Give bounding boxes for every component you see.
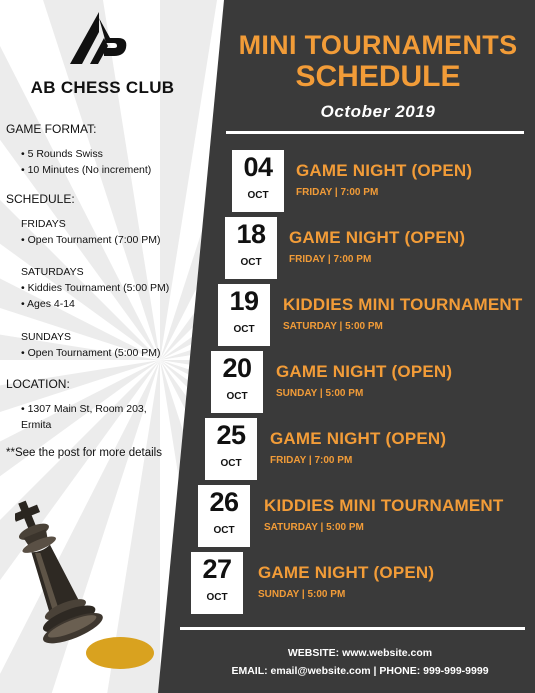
club-name: AB CHESS CLUB — [30, 78, 175, 97]
event-title: GAME NIGHT (OPEN) — [296, 161, 473, 180]
club-logo-icon — [68, 10, 130, 66]
event-title: GAME NIGHT (OPEN) — [276, 362, 453, 381]
event-day: 20 — [222, 353, 252, 383]
event-title: GAME NIGHT (OPEN) — [258, 563, 435, 582]
event-title: GAME NIGHT (OPEN) — [289, 228, 466, 247]
schedule-month: October 2019 — [320, 102, 436, 121]
event-time: SATURDAY | 5:00 PM — [283, 321, 383, 332]
footer-divider — [180, 627, 525, 630]
sundays-label: SUNDAYS — [21, 331, 71, 343]
footer-contact: EMAIL: email@website.com | PHONE: 999-999-9999 — [231, 665, 489, 677]
event-time: SATURDAY | 5:00 PM — [264, 522, 364, 533]
location-line: Ermita — [21, 419, 52, 431]
event-time: SUNDAY | 5:00 PM — [258, 589, 346, 600]
event-day: 19 — [229, 286, 259, 316]
event-date-box — [218, 284, 270, 346]
footer-website: WEBSITE: www.website.com — [287, 647, 433, 659]
event-month: OCT — [220, 458, 242, 469]
event-date-box — [232, 150, 284, 212]
game-format-heading: GAME FORMAT: — [6, 122, 97, 136]
event-time: SUNDAY | 5:00 PM — [276, 388, 364, 399]
event-day: 25 — [216, 420, 246, 450]
sundays-item: • Open Tournament (5:00 PM) — [21, 347, 161, 359]
header-divider — [226, 131, 524, 134]
event-time: FRIDAY | 7:00 PM — [289, 254, 372, 265]
event-day: 18 — [236, 219, 266, 249]
event-title: GAME NIGHT (OPEN) — [270, 429, 447, 448]
event-month: OCT — [226, 391, 248, 402]
game-format-item: • 10 Minutes (No increment) — [21, 164, 152, 176]
saturdays-label: SATURDAYS — [21, 266, 84, 278]
event-title: KIDDIES MINI TOURNAMENT — [283, 295, 523, 314]
saturdays-item: • Kiddies Tournament (5:00 PM) — [21, 282, 170, 294]
location-heading: LOCATION: — [6, 377, 70, 391]
event-day: 04 — [243, 152, 273, 182]
game-format-item: • 5 Rounds Swiss — [21, 148, 103, 160]
event-time: FRIDAY | 7:00 PM — [270, 455, 353, 466]
chess-king-icon — [15, 478, 155, 678]
schedule-title-line2: SCHEDULE — [295, 60, 461, 93]
event-date-box — [191, 552, 243, 614]
schedule-title-line1: MINI TOURNAMENTS — [238, 30, 518, 60]
event-day: 27 — [202, 554, 232, 584]
fridays-label: FRIDAYS — [21, 218, 66, 230]
fridays-item: • Open Tournament (7:00 PM) — [21, 234, 161, 246]
details-note: **See the post for more details — [6, 447, 162, 459]
event-date-box — [225, 217, 277, 279]
event-month: OCT — [206, 592, 228, 603]
event-day: 26 — [209, 487, 239, 517]
schedule-heading: SCHEDULE: — [6, 192, 75, 206]
saturdays-item: • Ages 4-14 — [21, 298, 75, 310]
event-month: OCT — [247, 190, 269, 201]
event-date-box — [198, 485, 250, 547]
event-date-box — [205, 418, 257, 480]
event-month: OCT — [213, 525, 235, 536]
event-month: OCT — [240, 257, 262, 268]
event-time: FRIDAY | 7:00 PM — [296, 187, 379, 198]
event-month: OCT — [233, 324, 255, 335]
event-title: KIDDIES MINI TOURNAMENT — [264, 496, 504, 515]
event-date-box — [211, 351, 263, 413]
location-line: • 1307 Main St, Room 203, — [21, 403, 147, 415]
